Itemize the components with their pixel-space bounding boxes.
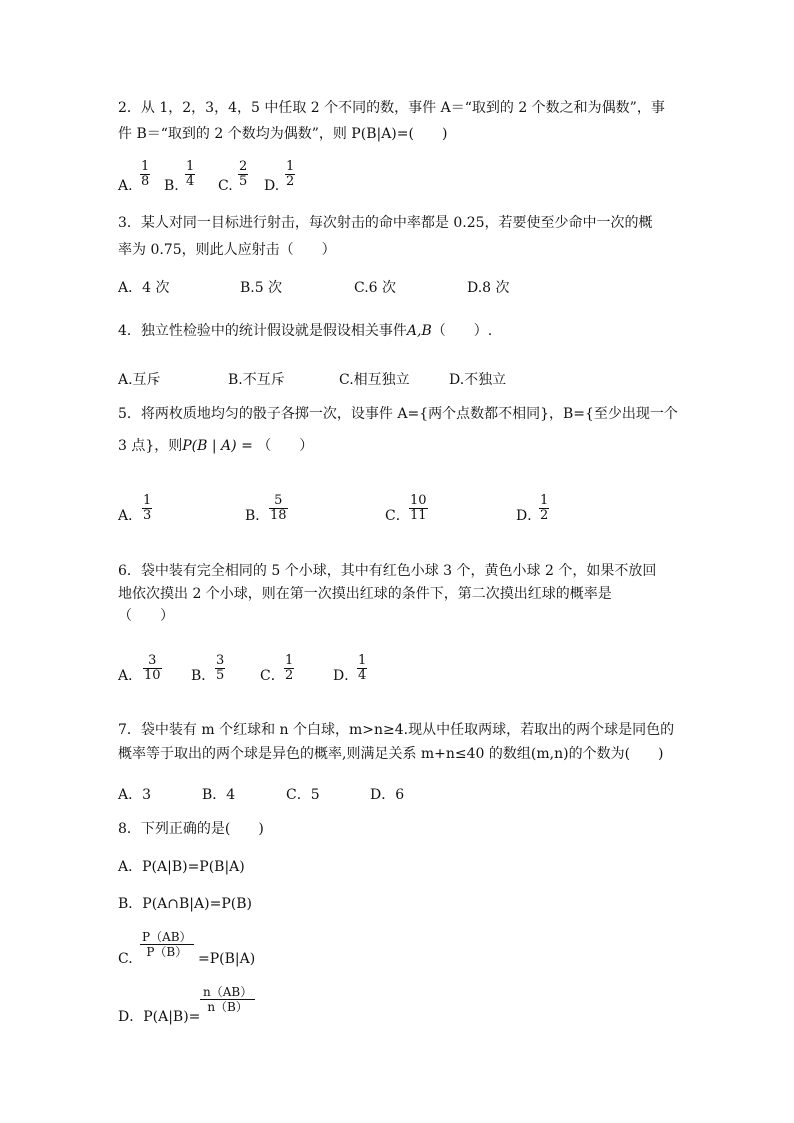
q6-option-c-num: 1 [285, 653, 294, 668]
q2-option-d-fraction [285, 160, 295, 189]
q5-expression: P(B | A) = [182, 438, 253, 454]
q5-option-d-fraction [539, 494, 549, 523]
q2-option-b-label: B. [164, 178, 179, 194]
q3-option-c: C.6 次 [354, 280, 397, 296]
q6-line-1: 6．袋中装有完全相同的 5 个小球，其中有红色小球 3 个，黄色小球 2 个，如果不放回 [118, 563, 657, 579]
q5-option-b-den: 18 [270, 508, 287, 523]
q7-option-c: C．5 [286, 787, 320, 803]
q5-option-a-num: 1 [143, 493, 152, 508]
q6-option-c-den: 2 [285, 668, 294, 683]
q5-option-a-den: 3 [143, 508, 152, 523]
q4-variables: A,B [406, 323, 432, 339]
q2-option-a-den: 8 [141, 174, 150, 189]
q4-option-b: B.不互斥 [228, 372, 285, 388]
q6-option-d-den: 4 [358, 668, 367, 683]
q6-option-b-fraction [215, 654, 225, 683]
q5-line-1: 5．将两枚质地均匀的骰子各掷一次，设事件 A={两个点数都不相同}，B={至少出现一个 [118, 406, 678, 422]
q3-option-b: B.5 次 [240, 280, 283, 296]
q2-option-b-den: 4 [186, 174, 195, 189]
q6-line-2: 地依次摸出 2 个小球，则在第一次摸出红球的条件下，第二次摸出红球的概率是 [118, 586, 612, 602]
q5-option-c-label: C． [385, 508, 410, 524]
q8-option-c-den: P（B） [146, 945, 188, 959]
q2-option-d-den: 2 [286, 174, 295, 189]
q6-option-d-num: 1 [358, 653, 367, 668]
q7-line-2: 概率等于取出的两个球是异色的概率,则满足关系 m+n≤40 的数组(m,n)的个数为( ) [118, 746, 664, 762]
q6-option-a-fraction [143, 654, 162, 683]
q8-option-a: A．P(A|B)=P(B|A) [118, 859, 245, 875]
q4-text: 4．独立性检验中的统计假设就是假设相关事件 [118, 323, 407, 339]
q8-option-d-num: n（AB） [200, 985, 255, 1000]
q8-option-c-rest: =P(B|A) [198, 951, 256, 967]
q6-option-b-num: 3 [216, 653, 225, 668]
q5-option-d-label: D． [516, 508, 542, 524]
q8-option-d-fraction [200, 985, 255, 1014]
q5-option-a-fraction [142, 494, 152, 523]
q5-option-b-label: B． [245, 508, 270, 524]
q2-option-d-num: 1 [286, 159, 295, 174]
q8-option-d-text: D．P(A|B)= [118, 1009, 201, 1025]
q6-line-3: （ ） [118, 608, 174, 624]
q8-option-c-num: P（AB） [142, 930, 192, 944]
q7-option-d: D．6 [370, 787, 405, 803]
q8-option-d-den: n（B） [207, 1000, 248, 1014]
q4-option-a: A.互斥 [118, 372, 161, 388]
q3-option-d: D.8 次 [467, 280, 510, 296]
q4-text-end: （ ）. [431, 323, 493, 339]
q3-line-2: 率为 0.75，则此人应射击（ ） [118, 242, 336, 258]
q3-option-a: A．4 次 [118, 280, 170, 296]
q5-option-d-num: 1 [540, 493, 549, 508]
q2-option-c-label: C. [218, 178, 233, 194]
q5-option-b-fraction [269, 494, 288, 523]
q6-option-b-label: B． [191, 668, 216, 684]
q2-option-a-fraction [140, 160, 150, 189]
q6-option-d-label: D． [333, 668, 359, 684]
q5-option-b-num: 5 [269, 494, 288, 509]
q2-line-1: 2．从 1，2，3，4，5 中任取 2 个不同的数，事件 A＝“取到的 2 个数之和为偶数”，事 [118, 100, 665, 116]
q5-option-c-den: 11 [410, 508, 427, 523]
q5-option-c-fraction [409, 494, 428, 523]
q2-option-a-num: 1 [141, 159, 150, 174]
q3-line-1: 3．某人对同一目标进行射击，每次射击的命中率都是 0.25，若要使至少命中一次的概 [118, 215, 653, 231]
q2-option-b-fraction [185, 160, 195, 189]
q8-line-1: 8．下列正确的是( ) [118, 821, 264, 837]
q6-option-a-label: A． [118, 668, 143, 684]
q5-line-2 [118, 436, 313, 456]
q7-option-a: A．3 [118, 787, 152, 803]
q4-option-c: C.相互独立 [339, 372, 410, 388]
q7-option-b: B．4 [202, 787, 236, 803]
q6-option-c-fraction [284, 654, 294, 683]
q6-option-c-label: C． [260, 668, 285, 684]
q2-line-2: 件 B＝“取到的 2 个数均为偶数”，则 P(B|A)=( ) [118, 126, 448, 142]
q5-text: 3 点}，则 [118, 438, 183, 454]
q5-text-end: （ ） [257, 438, 314, 454]
q8-option-b: B．P(A∩B|A)=P(B) [118, 896, 252, 912]
q2-option-d-label: D. [264, 178, 280, 194]
q2-option-c-fraction [238, 160, 248, 189]
q7-line-1: 7．袋中装有 m 个红球和 n 个白球，m>n≥4.现从中任取两球，若取出的两个球是同色的 [118, 722, 675, 738]
q8-option-c-label: C. [118, 951, 133, 967]
q6-option-d-fraction [357, 654, 367, 683]
q5-option-c-num: 10 [410, 493, 427, 508]
q6-option-a-num: 3 [143, 654, 162, 669]
q4-line-1 [118, 321, 492, 341]
q2-option-b-num: 1 [186, 159, 195, 174]
q5-option-a-label: A． [118, 508, 143, 524]
q8-option-c-fraction [140, 930, 194, 959]
q2-option-c-den: 5 [239, 174, 248, 189]
q2-option-c-num: 2 [239, 159, 248, 174]
q6-option-b-den: 5 [216, 668, 225, 683]
q5-option-d-den: 2 [540, 508, 549, 523]
q6-option-a-den: 10 [144, 668, 161, 683]
q4-option-d: D.不独立 [449, 372, 507, 388]
q2-option-a-label: A. [118, 178, 133, 194]
